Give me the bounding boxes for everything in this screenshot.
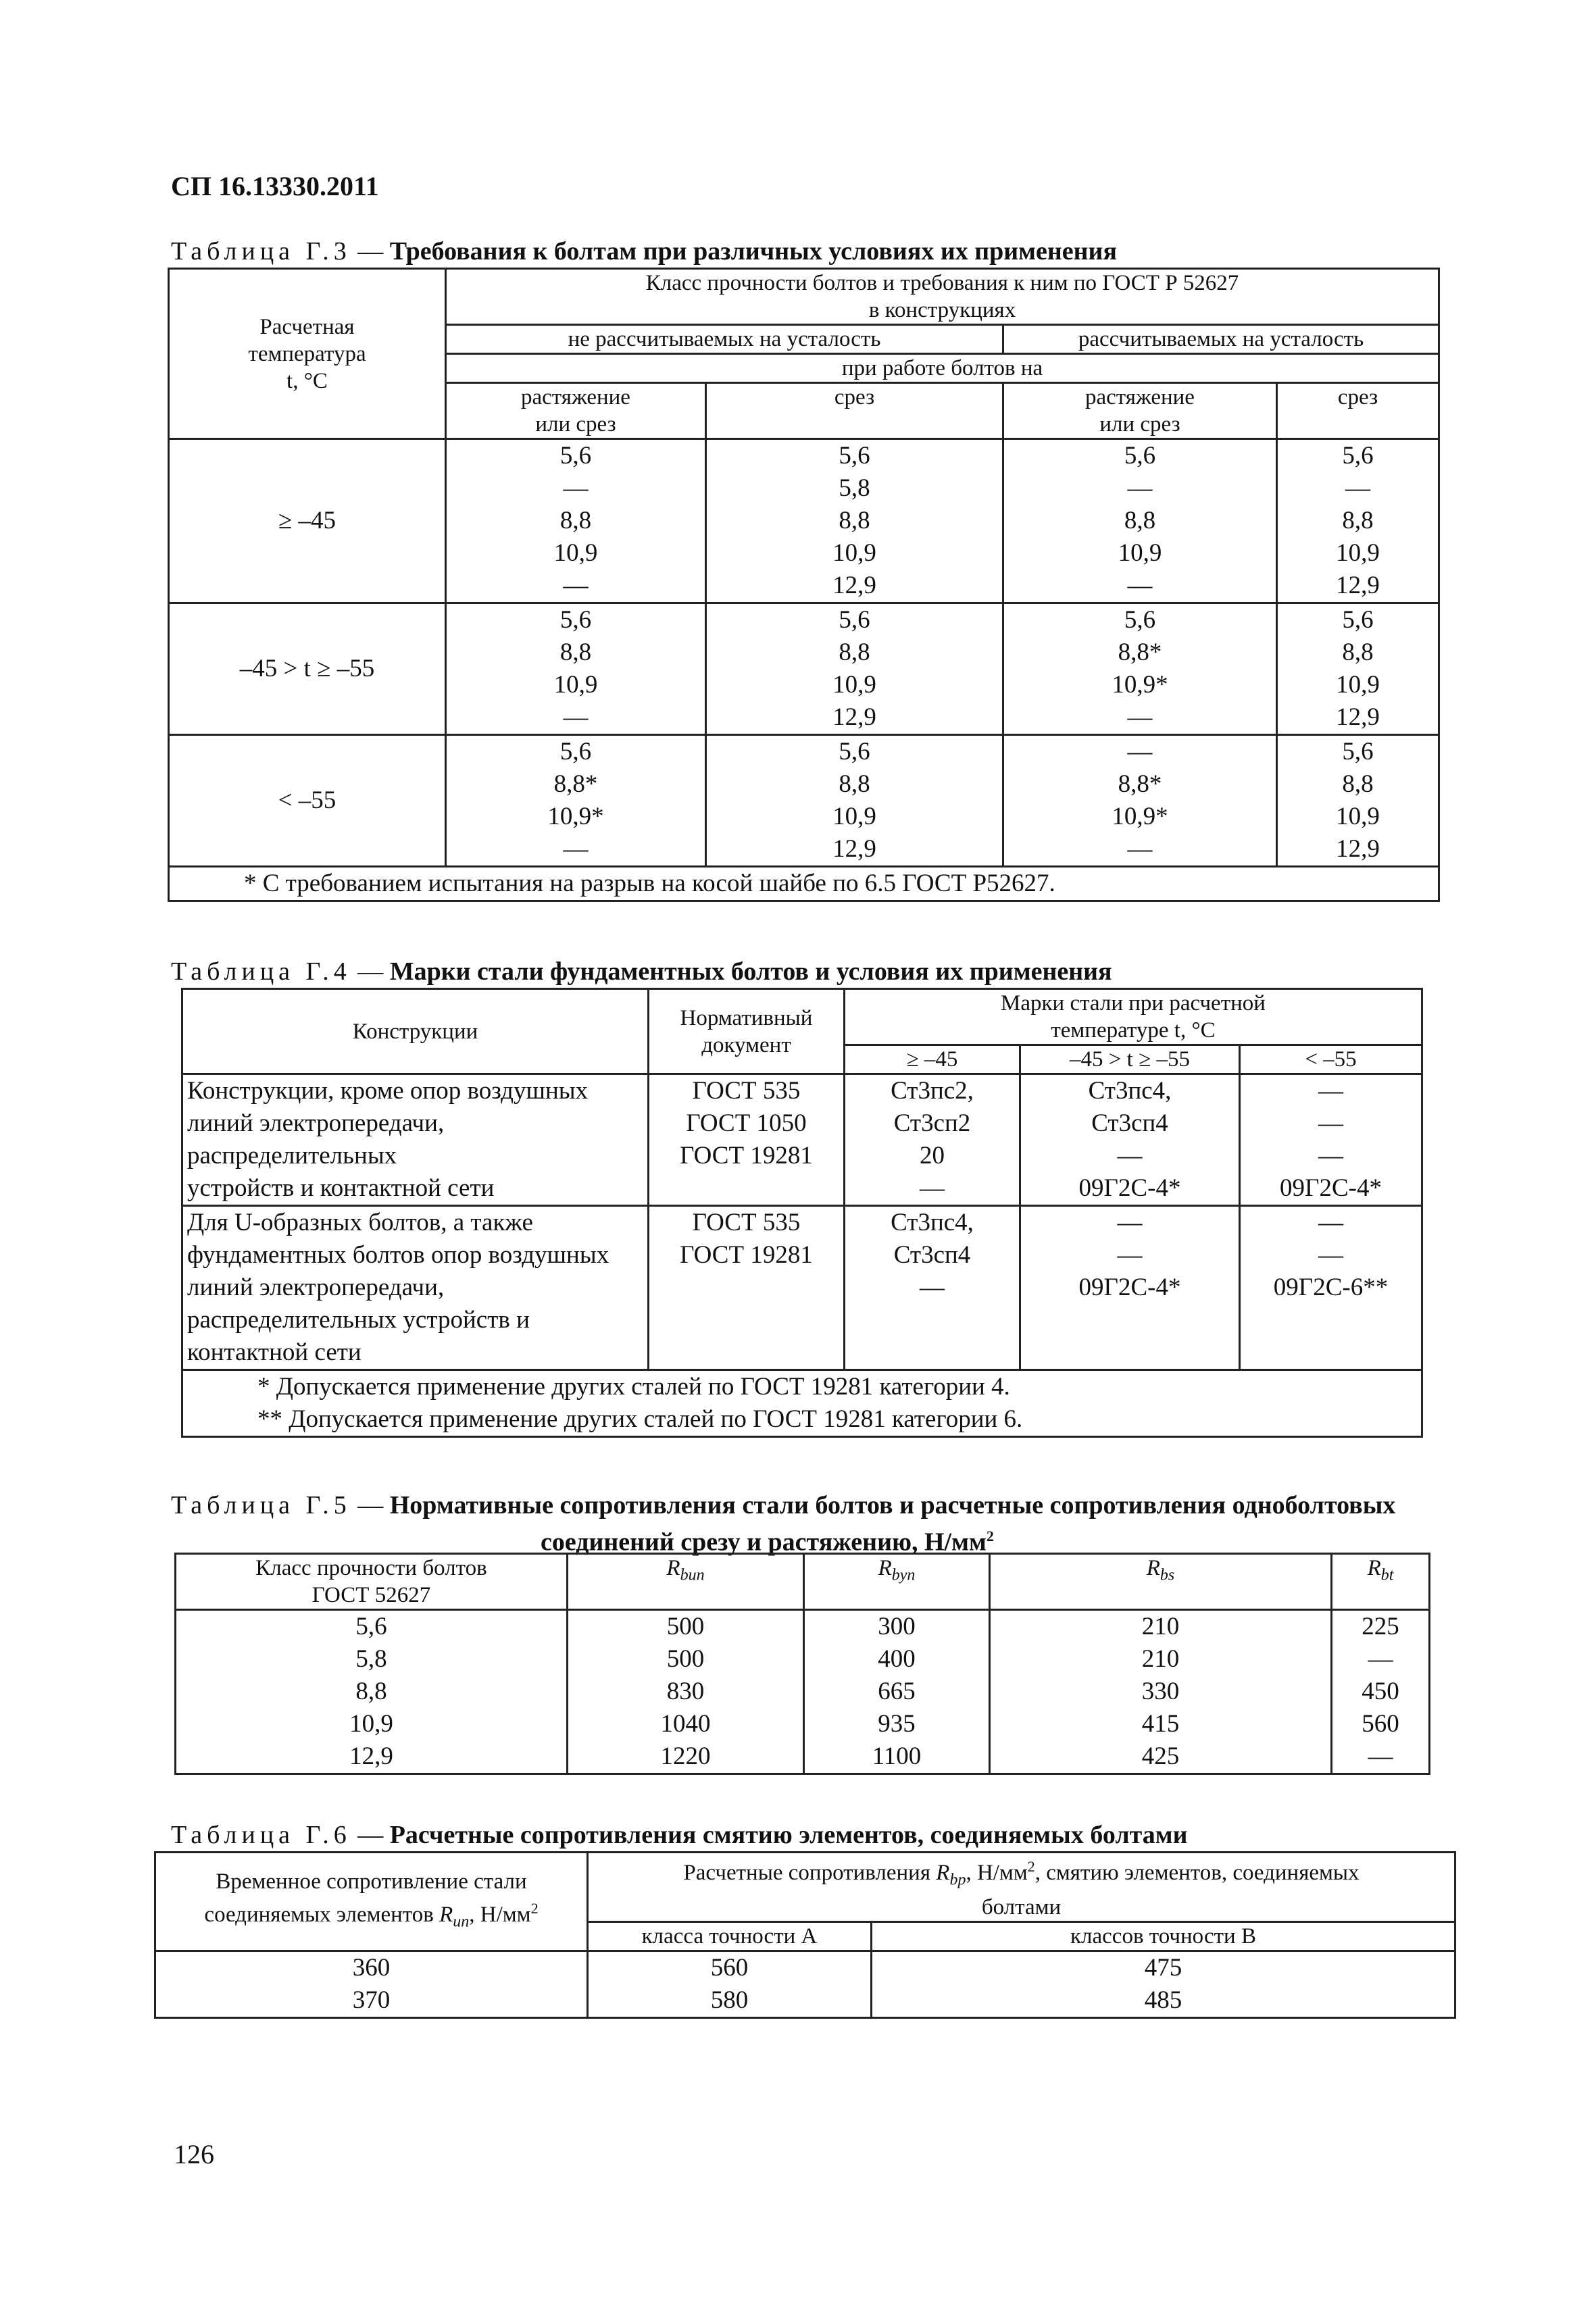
- text: соединяемых элементов: [204, 1902, 434, 1927]
- cell-line: —: [1345, 474, 1371, 502]
- cell-line: 5,6: [839, 738, 870, 765]
- cell-line: 8,8*: [1118, 638, 1162, 666]
- temperature-cell: ≥ –45: [169, 439, 446, 603]
- text: , Н/мм: [966, 1861, 1028, 1885]
- cell-line: 935: [878, 1710, 916, 1738]
- value-cell: [1003, 735, 1277, 867]
- cell-line: —: [1117, 1209, 1143, 1236]
- header-left-line: Временное сопротивление стали: [216, 1869, 527, 1894]
- document-cell: [649, 1074, 845, 1206]
- table-g5-caption-line2: [541, 1521, 994, 1557]
- cell-line: Ст3пс4,: [1088, 1077, 1172, 1105]
- subscript: byn: [891, 1566, 916, 1584]
- table-row: [169, 735, 1439, 867]
- header-work: при работе болтов на: [446, 354, 1439, 383]
- cell-line: фундаментных болтов опор воздушных: [187, 1241, 609, 1269]
- header-range: ≥ –45: [845, 1045, 1020, 1074]
- header-class-a: класса точности А: [588, 1921, 872, 1951]
- cell-line: —: [563, 474, 589, 502]
- symbol: R: [936, 1861, 950, 1885]
- header-temperature-line: t, °С: [286, 368, 328, 393]
- table-g3-caption: Таблица Г.3 — Требования к болтам при различных условиях их применения: [171, 237, 1118, 266]
- cell-line: 5,6: [1124, 442, 1156, 470]
- cell-line: 10,9: [349, 1710, 393, 1738]
- subscript: un: [453, 1913, 470, 1931]
- steel-grade-cell: [1020, 1206, 1240, 1370]
- header-not-fatigue: не рассчитываемых на усталость: [446, 325, 1003, 354]
- cell-line: —: [1127, 474, 1153, 502]
- steel-grade-cell: [845, 1206, 1020, 1370]
- table-g3-footnote: * С требованием испытания на разрыв на косой шайбе по 6.5 ГОСТ Р52627.: [169, 867, 1439, 901]
- header-constructions: Конструкции: [182, 989, 649, 1074]
- header-fatigue: рассчитываемых на усталость: [1003, 325, 1439, 354]
- value-cell: [1277, 603, 1439, 735]
- cell-line: контактной сети: [187, 1338, 361, 1366]
- cell-line: 09Г2С-4*: [1078, 1274, 1181, 1301]
- cell-line: 10,9: [1336, 671, 1380, 699]
- cell-line: —: [920, 1274, 945, 1301]
- footnote: ** Допускается применение других сталей по ГОСТ 19281 категории 6.: [257, 1405, 1023, 1433]
- header-left-line: [160, 1895, 582, 1936]
- cell-line: 12,9: [1336, 703, 1380, 731]
- cell-line: 12,9: [832, 572, 876, 599]
- cell-line: —: [1318, 1241, 1343, 1269]
- value-cell: [872, 1951, 1455, 2017]
- cell-line: ГОСТ 19281: [680, 1142, 813, 1169]
- cell-line: Ст3сп2: [893, 1109, 971, 1137]
- cell-line: линий электропередачи,: [187, 1274, 445, 1301]
- cell-line: 12,9: [1336, 572, 1380, 599]
- cell-line: 580: [710, 1986, 749, 2014]
- cell-line: Ст3сп4: [1091, 1109, 1168, 1137]
- cell-line: 09Г2С-4*: [1280, 1174, 1382, 1202]
- header-tension-line: растяжение: [521, 385, 630, 409]
- value-cell: [588, 1951, 872, 2017]
- cell-line: устройств и контактной сети: [187, 1174, 495, 1202]
- cell-line: 225: [1362, 1613, 1399, 1640]
- cell-line: —: [1127, 835, 1153, 863]
- cell-line: 500: [666, 1645, 705, 1673]
- cell-line: 8,8: [1342, 770, 1374, 798]
- table-g3-title: Требования к болтам при различных условиях их применения: [389, 237, 1118, 266]
- cell-line: 330: [1141, 1678, 1180, 1705]
- value-cell: [1332, 1610, 1430, 1774]
- value-cell: [1277, 439, 1439, 603]
- text: Расчетные сопротивления: [683, 1861, 931, 1885]
- cell-line: 485: [1144, 1986, 1182, 2014]
- cell-line: 8,8: [1342, 507, 1374, 534]
- cell-line: 5,8: [355, 1645, 387, 1673]
- cell-line: —: [563, 835, 589, 863]
- table-g5-caption: Таблица Г.5 — Нормативные сопротивления стали болтов и расчетные сопротивления одноболтовых: [171, 1491, 1396, 1519]
- table-g6-title: Расчетные сопротивления смятию элементов, соединяемых болтами: [389, 1821, 1188, 1849]
- cell-line: 8,8: [559, 507, 592, 534]
- cell-line: 12,9: [1336, 835, 1380, 863]
- header-grades-line: температуре t, °С: [1051, 1018, 1216, 1042]
- cell-line: 10,9: [1336, 539, 1380, 567]
- cell-line: Ст3пс4,: [891, 1209, 974, 1236]
- header-temperature-line: Расчетная: [259, 314, 355, 339]
- cell-line: 10,9: [832, 539, 876, 567]
- value-cell: [568, 1610, 804, 1774]
- running-header: СП 16.13330.2011: [171, 171, 379, 201]
- page-number: 126: [174, 2139, 214, 2169]
- cell-line: 8,8*: [1118, 770, 1162, 798]
- cell-line: ГОСТ 535: [692, 1077, 801, 1105]
- table-g5-title-line1: Нормативные сопротивления стали болтов и расчетные сопротивления одноболтовых: [389, 1491, 1396, 1519]
- cell-line: Конструкции, кроме опор воздушных: [187, 1077, 589, 1105]
- cell-line: 8,8: [839, 638, 870, 666]
- table-g4-title: Марки стали фундаментных болтов и условия их применения: [389, 957, 1112, 986]
- value-cell: [1003, 439, 1277, 603]
- steel-grade-cell: [1240, 1206, 1422, 1370]
- header-temporary-resistance: [155, 1853, 588, 1951]
- table-g4: [181, 988, 1423, 1438]
- cell-line: 1040: [660, 1710, 711, 1738]
- header-doc-line: Нормативный: [680, 1005, 813, 1030]
- cell-line: 5,6: [1342, 442, 1374, 470]
- header-bolt-class: [176, 1554, 568, 1610]
- superscript: 2: [530, 1899, 539, 1917]
- cell-line: 09Г2С-6**: [1273, 1274, 1389, 1301]
- cell-line: 8,8: [355, 1678, 387, 1705]
- header-rbs: [990, 1554, 1332, 1610]
- header-tension: [1003, 383, 1277, 439]
- cell-line: распределительных устройств и: [187, 1306, 530, 1334]
- cell-line: —: [1117, 1241, 1143, 1269]
- cell-line: —: [1127, 703, 1153, 731]
- header-tension-line: растяжение: [1085, 385, 1195, 409]
- value-cell: [706, 735, 1003, 867]
- header-temperature-line: температура: [248, 341, 366, 366]
- table-row: [176, 1610, 1430, 1774]
- cell-line: 210: [1141, 1613, 1180, 1640]
- header-temperature: [169, 269, 446, 439]
- table-row: [169, 603, 1439, 735]
- document-cell: [649, 1206, 845, 1370]
- table-g6-caption: Таблица Г.6 — Расчетные сопротивления смятию элементов, соединяемых болтами: [171, 1821, 1188, 1849]
- subscript: bp: [949, 1871, 966, 1889]
- cell-line: Для U-образных болтов, а также: [187, 1209, 533, 1236]
- cell-line: ГОСТ 1050: [686, 1109, 807, 1137]
- header-range: < –55: [1240, 1045, 1422, 1074]
- temperature-cell: < –55: [169, 735, 446, 867]
- cell-line: 10,9: [1336, 803, 1380, 830]
- cell-line: 1100: [872, 1742, 922, 1770]
- table-g5-label: Таблица Г.5: [171, 1491, 351, 1519]
- value-cell: [446, 603, 706, 735]
- cell-line: линий электропередачи,: [187, 1109, 445, 1137]
- cell-line: 475: [1144, 1953, 1182, 1982]
- text: , смятию элементов, соединяемых: [1034, 1861, 1360, 1885]
- header-shear: срез: [1277, 383, 1439, 439]
- cell-line: 8,8: [559, 638, 592, 666]
- superscript: 2: [1027, 1858, 1035, 1875]
- cell-line: —: [563, 703, 589, 731]
- cell-line: 5,6: [559, 738, 592, 765]
- cell-line: 5,6: [1342, 606, 1374, 634]
- cell-line: —: [1318, 1109, 1343, 1137]
- cell-line: —: [1318, 1209, 1343, 1236]
- header-right-line: [593, 1853, 1450, 1894]
- header-shear: срез: [706, 383, 1003, 439]
- header-tension-line: или срез: [535, 412, 616, 436]
- cell-line: 370: [352, 1986, 391, 2014]
- table-g4-footnotes: [182, 1370, 1422, 1437]
- cell-line: —: [1368, 1742, 1393, 1770]
- table-row: [182, 1206, 1422, 1370]
- cell-line: Ст3сп4: [893, 1241, 971, 1269]
- table-row: [182, 1074, 1422, 1206]
- cell-line: 560: [1362, 1710, 1399, 1738]
- cell-line: 5,8: [839, 474, 870, 502]
- table-row: [155, 1951, 1455, 2017]
- cell-line: 665: [878, 1678, 916, 1705]
- header-grades-line: Марки стали при расчетной: [1001, 991, 1266, 1015]
- cell-line: 5,6: [1124, 606, 1156, 634]
- cell-line: 10,9*: [1112, 671, 1168, 699]
- cell-line: —: [1117, 1142, 1143, 1169]
- header-range: –45 > t ≥ –55: [1020, 1045, 1240, 1074]
- table-g5-title-line2: соединений срезу и растяжению, Н/мм: [541, 1528, 987, 1557]
- header-crumpling-resistance: [588, 1853, 1455, 1922]
- cell-line: 8,8: [839, 770, 870, 798]
- symbol: R: [878, 1556, 892, 1580]
- steel-grade-cell: [1020, 1074, 1240, 1206]
- cell-line: 12,9: [349, 1742, 393, 1770]
- temperature-cell: –45 > t ≥ –55: [169, 603, 446, 735]
- value-cell: [446, 439, 706, 603]
- value-cell: [1277, 735, 1439, 867]
- cell-line: 10,9: [832, 803, 876, 830]
- cell-line: Ст3пс2,: [891, 1077, 974, 1105]
- cell-line: 10,9*: [1112, 803, 1168, 830]
- header-doc-line: документ: [701, 1032, 791, 1057]
- steel-grade-cell: [1240, 1074, 1422, 1206]
- cell-line: 415: [1141, 1710, 1180, 1738]
- cell-line: 450: [1362, 1678, 1399, 1705]
- cell-line: 560: [710, 1953, 749, 1982]
- header-tension: [446, 383, 706, 439]
- header-steel-grades: [845, 989, 1422, 1045]
- value-cell: [446, 735, 706, 867]
- cell-line: 8,8: [839, 507, 870, 534]
- value-cell: [706, 439, 1003, 603]
- cell-line: 10,9: [553, 671, 598, 699]
- cell-line: 10,9: [1118, 539, 1162, 567]
- cell-line: 360: [352, 1953, 391, 1982]
- header-rbun: [568, 1554, 804, 1610]
- cell-line: 10,9: [832, 671, 876, 699]
- value-cell: [804, 1610, 990, 1774]
- steel-grade-cell: [845, 1074, 1020, 1206]
- table-g6: [154, 1851, 1456, 2019]
- cell-line: ГОСТ 535: [692, 1209, 801, 1236]
- value-cell: [155, 1951, 588, 2017]
- cell-line: 8,8: [1342, 638, 1374, 666]
- value-cell: [1003, 603, 1277, 735]
- table-g6-label: Таблица Г.6: [171, 1821, 351, 1849]
- table-row: [169, 439, 1439, 603]
- construction-cell: [182, 1074, 649, 1206]
- value-cell: [990, 1610, 1332, 1774]
- cell-line: 12,9: [832, 835, 876, 863]
- header-bolt-class-line: Класс прочности болтов: [255, 1556, 487, 1580]
- cell-line: распределительных: [187, 1142, 397, 1169]
- text: , Н/мм: [469, 1902, 531, 1927]
- cell-line: 425: [1141, 1742, 1180, 1770]
- cell-line: 500: [666, 1613, 705, 1640]
- table-g3: [168, 268, 1440, 902]
- cell-line: 300: [878, 1613, 916, 1640]
- table-g4-label: Таблица Г.4: [171, 957, 351, 986]
- cell-line: —: [1318, 1077, 1343, 1105]
- cell-line: 210: [1141, 1645, 1180, 1673]
- symbol: R: [666, 1556, 680, 1580]
- cell-line: 12,9: [832, 703, 876, 731]
- header-normative-doc: [649, 989, 845, 1074]
- cell-line: 5,6: [355, 1613, 387, 1640]
- cell-line: 10,9: [553, 539, 598, 567]
- subscript: bun: [680, 1566, 705, 1584]
- header-class-b: классов точности В: [872, 1921, 1455, 1951]
- symbol: R: [439, 1902, 453, 1927]
- cell-line: —: [1368, 1645, 1393, 1673]
- cell-line: 5,6: [839, 606, 870, 634]
- cell-line: 8,8*: [553, 770, 598, 798]
- header-right-line: болтами: [981, 1894, 1062, 1919]
- table-g3-label: Таблица Г.3: [171, 237, 351, 266]
- cell-line: —: [1127, 738, 1153, 765]
- cell-line: 20: [920, 1142, 945, 1169]
- subscript: bs: [1159, 1566, 1175, 1584]
- value-cell: [176, 1610, 568, 1774]
- header-class-line: Класс прочности болтов и требования к ним по ГОСТ Р 52627: [645, 271, 1239, 295]
- cell-line: 5,6: [839, 442, 870, 470]
- header-rbt: [1332, 1554, 1430, 1610]
- cell-line: 830: [666, 1678, 705, 1705]
- header-bolt-class-line: ГОСТ 52627: [311, 1583, 431, 1607]
- table-g5-title-sup: 2: [986, 1528, 994, 1544]
- cell-line: 5,6: [559, 442, 592, 470]
- table-g4-caption: Таблица Г.4 — Марки стали фундаментных болтов и условия их применения: [171, 957, 1112, 986]
- footnote: * Допускается применение других сталей по ГОСТ 19281 категории 4.: [257, 1373, 1010, 1401]
- cell-line: 400: [878, 1645, 916, 1673]
- cell-line: 10,9*: [547, 803, 604, 830]
- cell-line: —: [920, 1174, 945, 1202]
- symbol: R: [1367, 1556, 1381, 1580]
- header-class-line: в конструкциях: [868, 298, 1016, 322]
- cell-line: —: [1318, 1142, 1343, 1169]
- cell-line: —: [563, 572, 589, 599]
- symbol: R: [1146, 1556, 1160, 1580]
- cell-line: 5,6: [559, 606, 592, 634]
- cell-line: —: [1127, 572, 1153, 599]
- value-cell: [706, 603, 1003, 735]
- cell-line: ГОСТ 19281: [680, 1241, 813, 1269]
- header-rbyn: [804, 1554, 990, 1610]
- construction-cell: [182, 1206, 649, 1370]
- cell-line: 5,6: [1342, 738, 1374, 765]
- cell-line: 8,8: [1124, 507, 1156, 534]
- header-tension-line: или срез: [1099, 412, 1180, 436]
- header-class: [446, 269, 1439, 325]
- cell-line: 09Г2С-4*: [1078, 1174, 1181, 1202]
- subscript: bt: [1380, 1566, 1394, 1584]
- table-g5: [174, 1553, 1430, 1775]
- cell-line: 1220: [660, 1742, 711, 1770]
